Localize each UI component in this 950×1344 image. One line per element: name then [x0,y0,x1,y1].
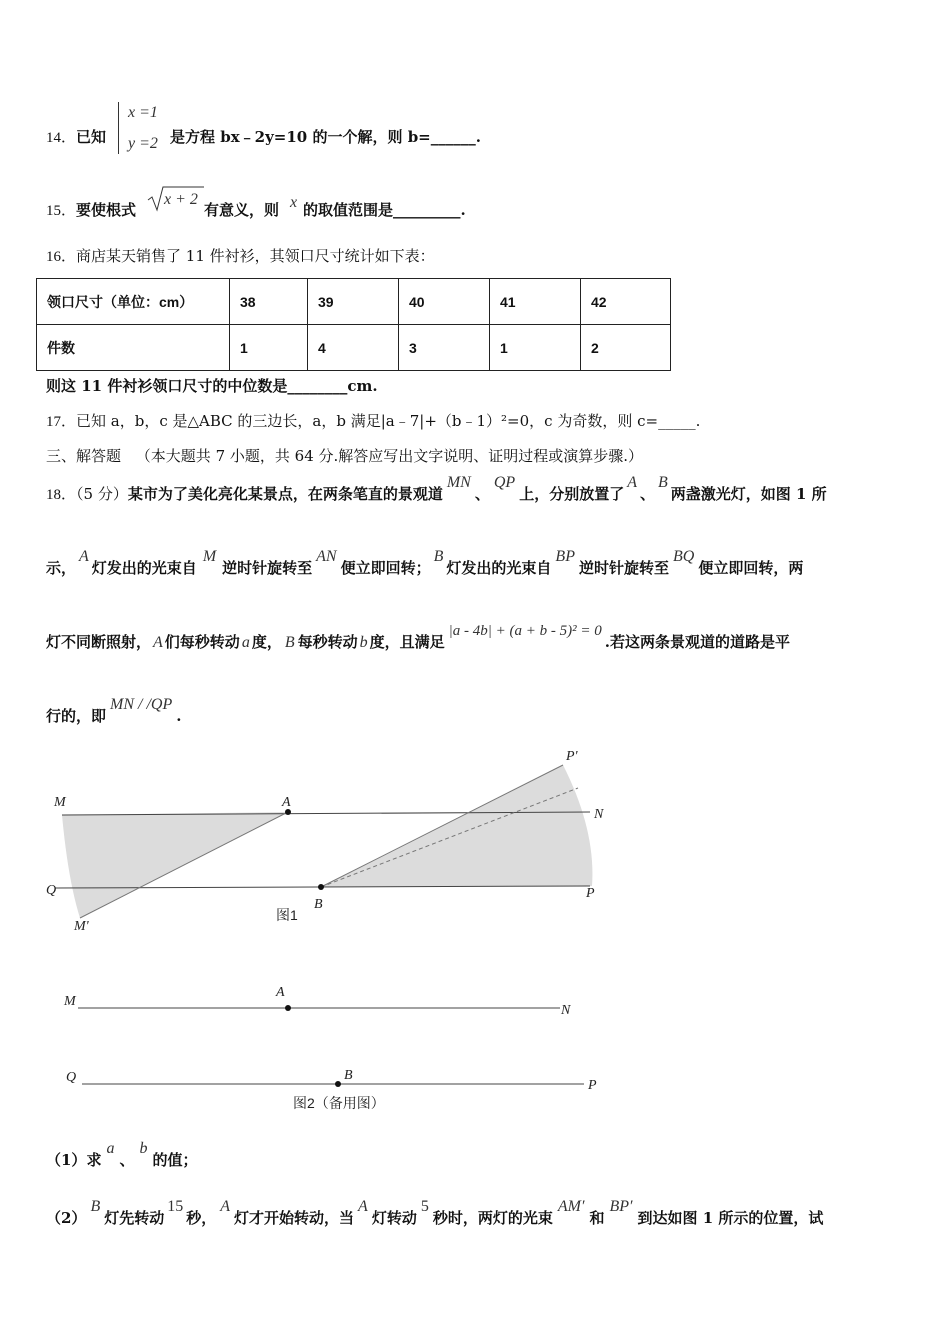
fig2-label-Q: Q [66,1070,77,1085]
fig2-label-B: B [344,1068,353,1083]
q18-sep2: 、 [639,485,655,503]
q18-l2d: 便立即回转； [340,559,431,577]
q18-points: （5 分） [76,485,128,503]
table-cell: 件数 [37,325,230,371]
fig1-label-B: B [314,897,323,912]
sub2-B: B [90,1198,101,1215]
section3-note: （本大题共 7 小题，共 64 分.解答应写出文字说明、证明过程或演算步骤.） [135,447,644,465]
q18-line1 [46,474,827,505]
q16-line [46,246,435,267]
sub2-t5: 秒时，两灯的光束 [432,1209,553,1227]
table-cell: 3 [399,325,490,371]
q18-l2g: 便立即回转，两 [698,559,804,577]
table-cell: 40 [399,279,490,325]
q18-A: A [627,474,637,491]
q18-b-var: b [359,634,368,651]
sub1-b: b [139,1140,148,1157]
q16-after: 则这 11 件衬衫领口尺寸的中位数是________cm. [46,377,378,395]
table-cell: 1 [490,325,581,371]
sub2-t6: 到达如图 1 所示的位置，试 [637,1209,824,1227]
q18-l3a: 灯不同断照射， [46,633,152,651]
q15-rest: 的取值范围是_________. [303,201,466,219]
sub2-A: A [220,1198,231,1215]
sub1-end: 的值； [152,1151,198,1169]
q18-l2c: 逆时针旋转至 [222,559,313,577]
q15-number: 15． [46,203,77,219]
q14-system-line2: y =2 [128,135,158,152]
q14-rest: 是方程 bx﹣2y=10 的一个解，则 b=______. [170,128,481,146]
q14-prefix: 已知 [76,128,107,146]
q14-system-line1: x =1 [128,104,158,121]
section3-title: 三、解答题 [46,447,122,465]
fig2-point-B [335,1081,341,1087]
fig1-label-M: M [54,795,66,810]
q18-l3e: 度，且满足 [369,633,445,651]
q18-B-3: B [284,634,295,651]
q18-line2 [46,548,804,579]
q18-l2f: 逆时针旋转至 [578,559,669,577]
q18-l3c: 度， [251,633,282,651]
q18-l3f: .若这两条景观道的道路是平 [604,633,790,651]
q18-B: B [658,474,668,491]
q15-prefix: 要使根式 [76,201,137,219]
sub2-t4: 灯转动 [371,1209,417,1227]
q18-MN: MN [446,474,471,491]
sub1-number: （1） [46,1151,87,1169]
table-row [37,279,671,325]
fig1-label-P: P [586,886,595,901]
fig2-label-P: P [588,1078,597,1093]
q15-line [46,200,136,221]
sub2-5: 5 [420,1198,429,1215]
table-cell: 4 [308,325,399,371]
sub2-and: 和 [589,1209,605,1227]
fig1-label-A: A [282,795,291,810]
q18-QP: QP [493,474,516,491]
table-cell: 39 [308,279,399,325]
q18-AN: AN [316,548,337,565]
table-row [37,325,671,371]
q16-number: 16． [46,249,77,265]
q14-number: 14． [46,130,77,146]
fig2-label-M: M [64,994,76,1009]
table-cell: 2 [581,325,671,371]
q18-sub1 [46,1140,198,1171]
fig2-label-A: A [276,985,285,1000]
q18-line3 [46,623,790,653]
sub1-text: 求 [86,1151,102,1169]
q18-l1c: 两盏激光灯，如图 1 所 [670,485,827,503]
q18-line4 [46,696,182,727]
figure-1 [40,740,630,940]
q17-text: 已知 a，b，c 是△ABC 的三边长，a，b 满足|a﹣7|+（b﹣1）²=0，c 为奇数，则 c=_____. [76,412,701,430]
sub2-BPp: BP′ [609,1198,633,1215]
table-cell: 38 [230,279,308,325]
q15-var: x [290,194,298,211]
q17-line [46,411,700,432]
q15-radicand: x + 2 [164,191,198,208]
fig1-caption: 图1 [276,907,298,923]
fig1-sector-B [321,765,592,887]
q18-l2a: 示， [46,559,77,577]
q18-number: 18． [46,487,77,503]
table-cell: 领口尺寸（单位：cm） [37,279,230,325]
q18-parallel: MN / /QP [110,696,173,713]
q18-B-2: B [433,548,444,565]
sub1-sep: 、 [119,1151,135,1169]
q18-l3d: 每秒转动 [297,633,358,651]
q18-BQ: BQ [672,548,695,565]
q18-sep: 、 [474,485,490,503]
fig1-label-Q: Q [46,883,57,898]
fig2-point-A [285,1005,291,1011]
q18-a-var: a [241,634,250,651]
sub2-t2: 秒， [186,1209,217,1227]
q18-condition: |a - 4b| + (a + b - 5)² = 0 [448,623,602,639]
q18-l4b: . [176,707,182,725]
sub2-A2: A [358,1198,368,1215]
q18-sub2 [46,1198,824,1229]
q18-l1a: 某市为了美化亮化某景点，在两条笔直的景观道 [127,485,443,503]
fig2-caption: 图2（备用图） [293,1095,385,1111]
table-cell: 42 [581,279,671,325]
q18-l3b: 们每秒转动 [164,633,240,651]
q14-line [46,127,106,148]
collar-size-table [36,278,671,371]
q18-A-2: A [79,548,89,565]
q15-middle: 有意义，则 [204,201,280,219]
sub2-number: （2） [46,1209,87,1227]
q18-l2b: 灯发出的光束自 [91,559,197,577]
section3-heading [46,446,643,466]
fig1-point-B [318,884,324,890]
sub2-t1: 灯先转动 [104,1209,165,1227]
q18-A-3: A [153,634,163,651]
q18-BP: BP [555,548,575,565]
fig1-sector-A [62,812,288,918]
sub2-15: 15 [167,1198,184,1215]
q17-number: 17． [46,414,77,430]
table-cell: 41 [490,279,581,325]
sub2-t3: 灯才开始转动，当 [234,1209,355,1227]
table-cell: 1 [230,325,308,371]
sub2-AMp: AM′ [557,1198,585,1215]
q18-l4a: 行的，即 [46,707,107,725]
sub1-a: a [106,1140,115,1157]
fig1-label-Pp: P' [566,749,578,764]
figure-2 [50,980,610,1095]
q16-text: 商店某天销售了 11 件衬衫，其领口尺寸统计如下表： [76,247,435,265]
q18-l2e: 灯发出的光束自 [446,559,552,577]
fig2-label-N: N [561,1003,571,1018]
q18-l1b: 上，分别放置了 [519,485,625,503]
fig1-label-Mp: M' [74,919,89,934]
q18-M: M [202,548,217,565]
fig1-label-N: N [594,807,604,822]
